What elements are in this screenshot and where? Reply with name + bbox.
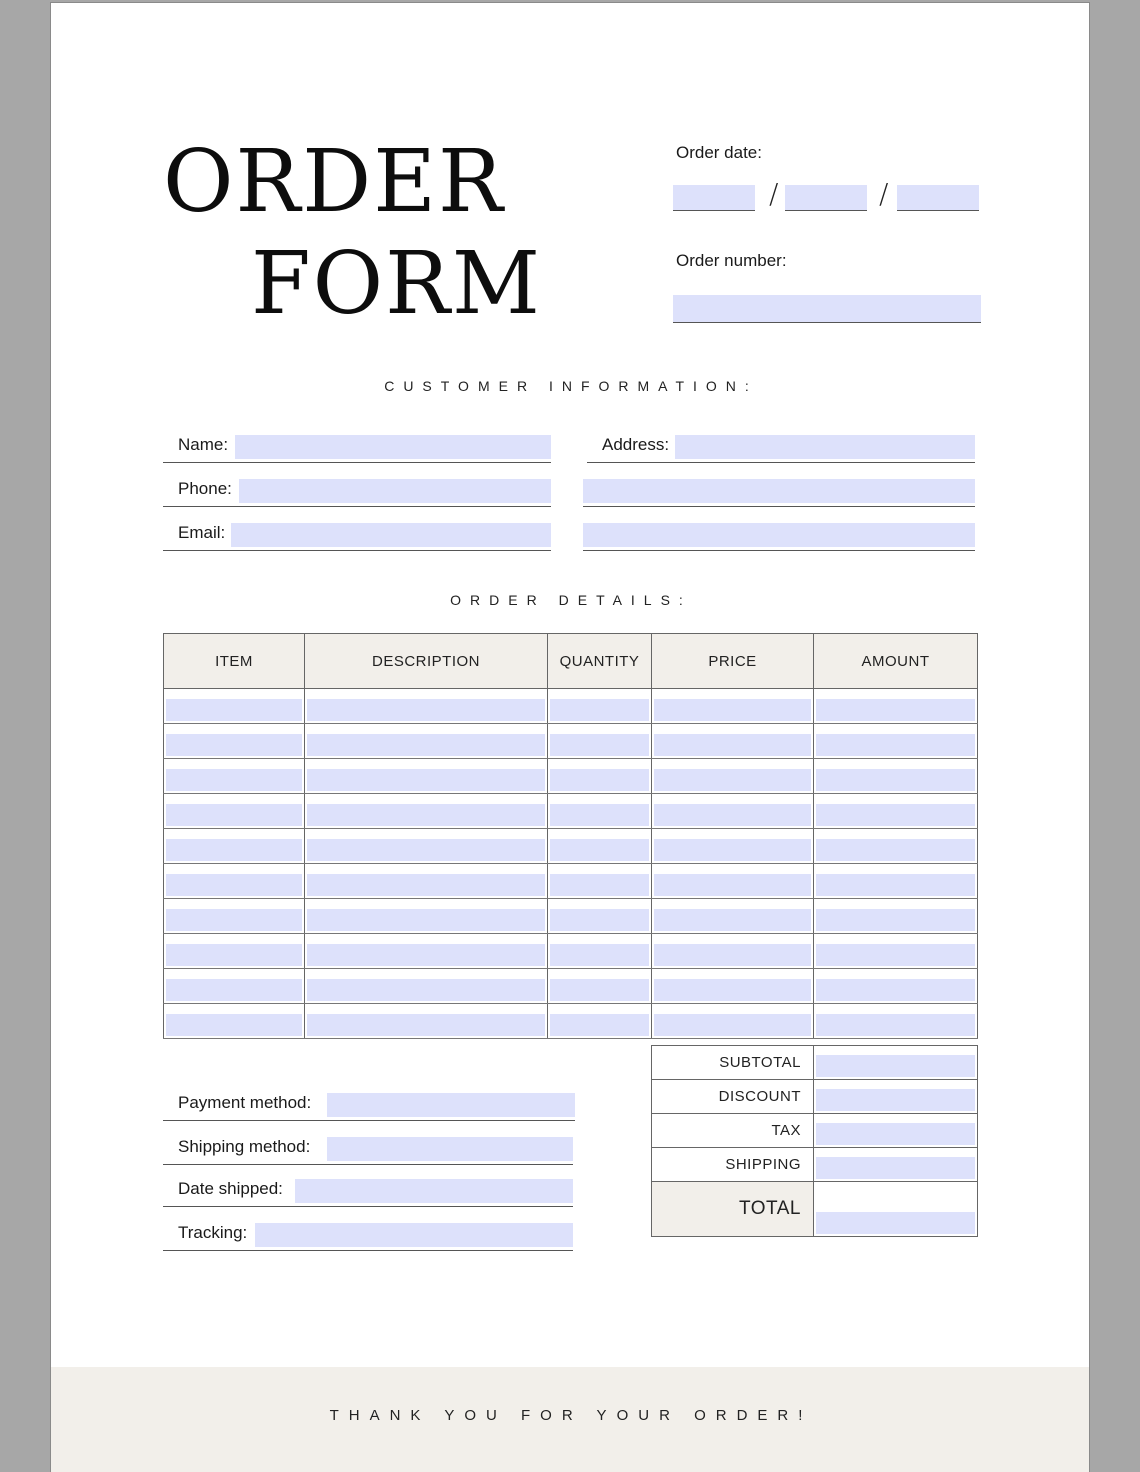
quantity-field[interactable] xyxy=(550,979,649,1001)
amount-field[interactable] xyxy=(816,839,975,861)
amount-field[interactable] xyxy=(816,874,975,896)
shipping-label: SHIPPING xyxy=(652,1148,814,1182)
date-shipped-field[interactable] xyxy=(295,1179,573,1203)
tracking-field[interactable] xyxy=(255,1223,573,1247)
table-cell-price xyxy=(652,759,814,794)
column-header-description: DESCRIPTION xyxy=(305,634,548,689)
table-row xyxy=(164,829,978,864)
item-field[interactable] xyxy=(166,979,302,1001)
table-cell-price xyxy=(652,899,814,934)
description-field[interactable] xyxy=(307,839,545,861)
table-cell-description xyxy=(305,899,548,934)
table-cell-price xyxy=(652,829,814,864)
description-field[interactable] xyxy=(307,699,545,721)
name-label: Name: xyxy=(178,435,229,454)
payment-method-row xyxy=(163,1091,575,1121)
table-cell-description xyxy=(305,829,548,864)
price-field[interactable] xyxy=(654,874,811,896)
thank-you-message: THANK YOU FOR YOUR ORDER! xyxy=(329,1407,813,1424)
email-row xyxy=(163,521,551,551)
total-field[interactable] xyxy=(816,1212,975,1234)
item-field[interactable] xyxy=(166,909,302,931)
table-row xyxy=(164,724,978,759)
description-field[interactable] xyxy=(307,979,545,1001)
order-date-label: Order date: xyxy=(676,143,762,162)
price-field[interactable] xyxy=(654,944,811,966)
order-date-day-field[interactable] xyxy=(785,185,867,211)
subtotal-label: SUBTOTAL xyxy=(652,1046,814,1080)
table-cell-quantity xyxy=(548,759,652,794)
description-field[interactable] xyxy=(307,909,545,931)
address-field-1[interactable] xyxy=(675,435,975,459)
table-cell-amount xyxy=(814,724,978,759)
table-cell-price xyxy=(652,1004,814,1039)
amount-field[interactable] xyxy=(816,1014,975,1036)
quantity-field[interactable] xyxy=(550,839,649,861)
table-cell-item xyxy=(164,934,305,969)
payment-method-label: Payment method: xyxy=(178,1093,312,1112)
amount-field[interactable] xyxy=(816,909,975,931)
tracking-row xyxy=(163,1221,573,1251)
email-label: Email: xyxy=(178,523,226,542)
table-cell-quantity xyxy=(548,969,652,1004)
order-number-label: Order number: xyxy=(676,251,787,270)
column-header-amount: AMOUNT xyxy=(814,634,978,689)
shipping-field[interactable] xyxy=(816,1157,975,1179)
table-cell-description xyxy=(305,724,548,759)
table-cell-price xyxy=(652,724,814,759)
order-date-year-field[interactable] xyxy=(897,185,979,211)
table-cell-item xyxy=(164,759,305,794)
table-cell-amount xyxy=(814,829,978,864)
order-form-page xyxy=(50,2,1090,1472)
table-cell-price xyxy=(652,864,814,899)
address-row xyxy=(587,433,975,463)
quantity-field[interactable] xyxy=(550,699,649,721)
table-cell-description xyxy=(305,934,548,969)
address-field-2[interactable] xyxy=(583,479,975,503)
table-cell-quantity xyxy=(548,794,652,829)
quantity-field[interactable] xyxy=(550,769,649,791)
item-field[interactable] xyxy=(166,769,302,791)
tax-cell xyxy=(814,1114,978,1148)
table-cell-price xyxy=(652,794,814,829)
item-field[interactable] xyxy=(166,1014,302,1036)
table-cell-quantity xyxy=(548,864,652,899)
table-cell-amount xyxy=(814,864,978,899)
column-header-item: ITEM xyxy=(164,634,305,689)
column-header-price: PRICE xyxy=(652,634,814,689)
date-separator-2: / xyxy=(879,177,889,210)
amount-field[interactable] xyxy=(816,769,975,791)
quantity-field[interactable] xyxy=(550,804,649,826)
table-cell-quantity xyxy=(548,899,652,934)
quantity-field[interactable] xyxy=(550,874,649,896)
footer-band xyxy=(51,1367,1090,1472)
table-cell-amount xyxy=(814,899,978,934)
table-cell-quantity xyxy=(548,829,652,864)
table-cell-item xyxy=(164,864,305,899)
price-field[interactable] xyxy=(654,909,811,931)
date-shipped-row xyxy=(163,1177,573,1207)
table-cell-description xyxy=(305,794,548,829)
table-row xyxy=(164,934,978,969)
table-row xyxy=(164,689,978,724)
discount-cell xyxy=(814,1080,978,1114)
subtotal-field[interactable] xyxy=(816,1055,975,1077)
order-date-month-field[interactable] xyxy=(673,185,755,211)
description-field[interactable] xyxy=(307,874,545,896)
table-cell-amount xyxy=(814,934,978,969)
name-field[interactable] xyxy=(235,435,551,459)
table-cell-item xyxy=(164,724,305,759)
item-field[interactable] xyxy=(166,839,302,861)
item-field[interactable] xyxy=(166,734,302,756)
total-cell xyxy=(814,1182,978,1237)
address-label: Address: xyxy=(602,435,670,454)
price-field[interactable] xyxy=(654,1014,811,1036)
subtotal-cell xyxy=(814,1046,978,1080)
price-field[interactable] xyxy=(654,699,811,721)
table-cell-item xyxy=(164,969,305,1004)
shipping-method-row xyxy=(163,1135,573,1165)
shipping-method-field[interactable] xyxy=(327,1137,573,1161)
item-field[interactable] xyxy=(166,944,302,966)
amount-field[interactable] xyxy=(816,804,975,826)
description-field[interactable] xyxy=(307,734,545,756)
tax-field[interactable] xyxy=(816,1123,975,1145)
table-row xyxy=(164,899,978,934)
table-row xyxy=(164,864,978,899)
table-cell-amount xyxy=(814,794,978,829)
phone-label: Phone: xyxy=(178,479,232,498)
table-cell-price xyxy=(652,969,814,1004)
title-form: FORM xyxy=(251,234,542,334)
table-cell-quantity xyxy=(548,1004,652,1039)
amount-field[interactable] xyxy=(816,944,975,966)
table-row xyxy=(164,1004,978,1039)
address-row-2 xyxy=(583,477,975,507)
amount-field[interactable] xyxy=(816,979,975,1001)
order-number-field[interactable] xyxy=(673,295,981,323)
discount-field[interactable] xyxy=(816,1089,975,1111)
description-field[interactable] xyxy=(307,944,545,966)
table-row xyxy=(164,794,978,829)
customer-info-heading: CUSTOMER INFORMATION: xyxy=(384,378,758,394)
date-shipped-label: Date shipped: xyxy=(178,1179,283,1198)
address-field-3[interactable] xyxy=(583,523,975,547)
table-cell-item xyxy=(164,1004,305,1039)
address-row-3 xyxy=(583,521,975,551)
item-field[interactable] xyxy=(166,699,302,721)
table-cell-amount xyxy=(814,969,978,1004)
name-row xyxy=(163,433,551,463)
discount-label: DISCOUNT xyxy=(652,1080,814,1114)
column-header-quantity: QUANTITY xyxy=(548,634,652,689)
description-field[interactable] xyxy=(307,804,545,826)
table-cell-item xyxy=(164,689,305,724)
total-label: TOTAL xyxy=(652,1182,814,1237)
table-cell-description xyxy=(305,759,548,794)
table-cell-item xyxy=(164,794,305,829)
shipping-method-label: Shipping method: xyxy=(178,1137,311,1156)
table-cell-item xyxy=(164,899,305,934)
table-cell-amount xyxy=(814,689,978,724)
table-cell-description xyxy=(305,969,548,1004)
quantity-field[interactable] xyxy=(550,909,649,931)
amount-field[interactable] xyxy=(816,734,975,756)
table-cell-quantity xyxy=(548,934,652,969)
table-cell-price xyxy=(652,934,814,969)
quantity-field[interactable] xyxy=(550,734,649,756)
item-field[interactable] xyxy=(166,804,302,826)
price-field[interactable] xyxy=(654,734,811,756)
table-cell-amount xyxy=(814,1004,978,1039)
table-cell-amount xyxy=(814,759,978,794)
order-details-heading: ORDER DETAILS: xyxy=(450,592,692,608)
email-field[interactable] xyxy=(231,523,551,547)
amount-field[interactable] xyxy=(816,699,975,721)
tracking-label: Tracking: xyxy=(178,1223,248,1242)
tax-label: TAX xyxy=(652,1114,814,1148)
table-cell-quantity xyxy=(548,689,652,724)
description-field[interactable] xyxy=(307,769,545,791)
price-field[interactable] xyxy=(654,769,811,791)
title-order: ORDER xyxy=(163,132,505,232)
description-field[interactable] xyxy=(307,1014,545,1036)
total-row xyxy=(652,1182,978,1237)
subtotal-row xyxy=(652,1046,978,1080)
order-table-header xyxy=(164,634,978,689)
table-row xyxy=(164,969,978,1004)
table-cell-description xyxy=(305,864,548,899)
table-cell-price xyxy=(652,689,814,724)
table-cell-item xyxy=(164,829,305,864)
quantity-field[interactable] xyxy=(550,944,649,966)
table-cell-description xyxy=(305,1004,548,1039)
date-separator-1: / xyxy=(769,177,779,210)
phone-row xyxy=(163,477,551,507)
tax-row xyxy=(652,1114,978,1148)
price-field[interactable] xyxy=(654,804,811,826)
order-items-table xyxy=(163,633,978,1039)
price-field[interactable] xyxy=(654,979,811,1001)
shipping-row xyxy=(652,1148,978,1182)
price-field[interactable] xyxy=(654,839,811,861)
table-cell-quantity xyxy=(548,724,652,759)
table-cell-description xyxy=(305,689,548,724)
item-field[interactable] xyxy=(166,874,302,896)
phone-field[interactable] xyxy=(239,479,551,503)
payment-method-field[interactable] xyxy=(327,1093,575,1117)
quantity-field[interactable] xyxy=(550,1014,649,1036)
totals-table xyxy=(651,1045,978,1237)
shipping-cell xyxy=(814,1148,978,1182)
discount-row xyxy=(652,1080,978,1114)
table-row xyxy=(164,759,978,794)
